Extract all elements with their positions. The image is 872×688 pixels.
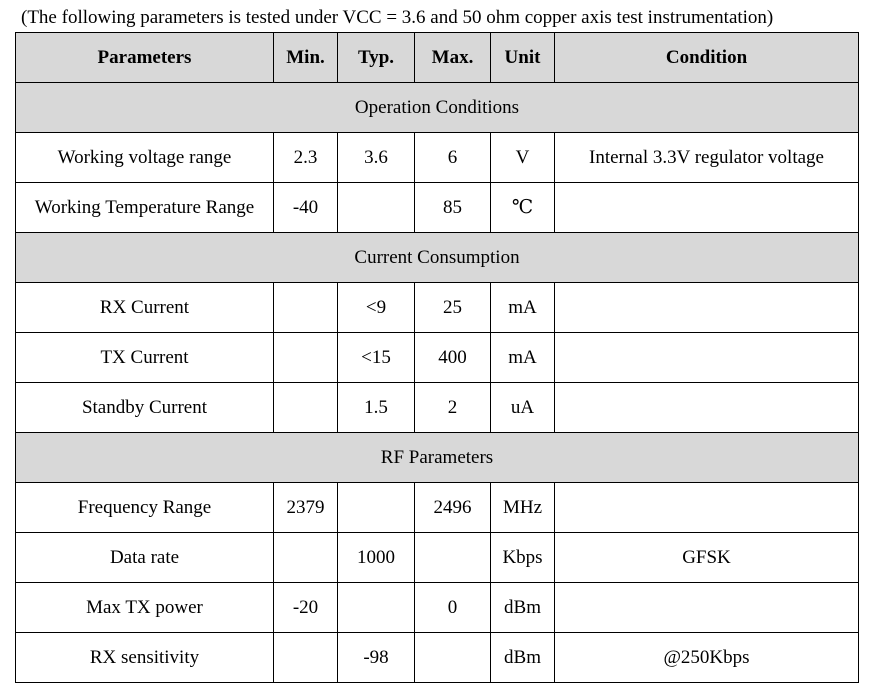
section-row-rf	[16, 433, 859, 483]
cell-max: 400	[415, 333, 491, 383]
header-min: Min.	[274, 33, 338, 83]
cell-param: Working Temperature Range	[16, 183, 274, 233]
cell-typ: <9	[338, 283, 415, 333]
cell-unit: uA	[491, 383, 555, 433]
cell-param: RX sensitivity	[16, 633, 274, 683]
cell-param: Data rate	[16, 533, 274, 583]
cell-min	[274, 633, 338, 683]
cell-max: 6	[415, 133, 491, 183]
cell-condition	[555, 383, 859, 433]
cell-max: 85	[415, 183, 491, 233]
cell-min: 2379	[274, 483, 338, 533]
header-unit: Unit	[491, 33, 555, 83]
cell-typ: 1.5	[338, 383, 415, 433]
cell-condition: Internal 3.3V regulator voltage	[555, 133, 859, 183]
section-title: Operation Conditions	[16, 83, 859, 133]
cell-condition	[555, 333, 859, 383]
cell-unit: ℃	[491, 183, 555, 233]
cell-max	[415, 533, 491, 583]
cell-unit: V	[491, 133, 555, 183]
table-row	[16, 333, 859, 383]
section-row-operation	[16, 83, 859, 133]
cell-condition: GFSK	[555, 533, 859, 583]
cell-unit: dBm	[491, 583, 555, 633]
section-title: RF Parameters	[16, 433, 859, 483]
cell-max	[415, 633, 491, 683]
cell-unit: Kbps	[491, 533, 555, 583]
parameters-table	[15, 32, 859, 683]
table-caption: (The following parameters is tested under VCC = 3.6 and 50 ohm copper axis test instrumentation)	[21, 7, 774, 28]
table-header-row	[16, 33, 859, 83]
header-max: Max.	[415, 33, 491, 83]
cell-condition: @250Kbps	[555, 633, 859, 683]
cell-condition	[555, 283, 859, 333]
cell-param: TX Current	[16, 333, 274, 383]
cell-unit: dBm	[491, 633, 555, 683]
cell-param: Working voltage range	[16, 133, 274, 183]
cell-typ: 1000	[338, 533, 415, 583]
cell-typ: 3.6	[338, 133, 415, 183]
table-row	[16, 483, 859, 533]
cell-max: 2	[415, 383, 491, 433]
cell-min: -20	[274, 583, 338, 633]
header-condition: Condition	[555, 33, 859, 83]
cell-typ: <15	[338, 333, 415, 383]
cell-unit: mA	[491, 283, 555, 333]
section-title: Current Consumption	[16, 233, 859, 283]
cell-min	[274, 333, 338, 383]
cell-min	[274, 533, 338, 583]
cell-min: -40	[274, 183, 338, 233]
cell-typ: -98	[338, 633, 415, 683]
cell-typ	[338, 183, 415, 233]
cell-typ	[338, 483, 415, 533]
header-typ: Typ.	[338, 33, 415, 83]
cell-unit: MHz	[491, 483, 555, 533]
cell-min: 2.3	[274, 133, 338, 183]
table-row	[16, 533, 859, 583]
table-row	[16, 583, 859, 633]
cell-condition	[555, 583, 859, 633]
cell-max: 2496	[415, 483, 491, 533]
table-row	[16, 183, 859, 233]
cell-param: RX Current	[16, 283, 274, 333]
section-row-current	[16, 233, 859, 283]
cell-min	[274, 283, 338, 333]
cell-condition	[555, 183, 859, 233]
cell-unit: mA	[491, 333, 555, 383]
cell-condition	[555, 483, 859, 533]
cell-max: 25	[415, 283, 491, 333]
cell-param: Standby Current	[16, 383, 274, 433]
cell-param: Max TX power	[16, 583, 274, 633]
header-parameters: Parameters	[16, 33, 274, 83]
table-row	[16, 133, 859, 183]
table-row	[16, 283, 859, 333]
table-row	[16, 633, 859, 683]
cell-min	[274, 383, 338, 433]
cell-typ	[338, 583, 415, 633]
table-row	[16, 383, 859, 433]
cell-max: 0	[415, 583, 491, 633]
cell-param: Frequency Range	[16, 483, 274, 533]
